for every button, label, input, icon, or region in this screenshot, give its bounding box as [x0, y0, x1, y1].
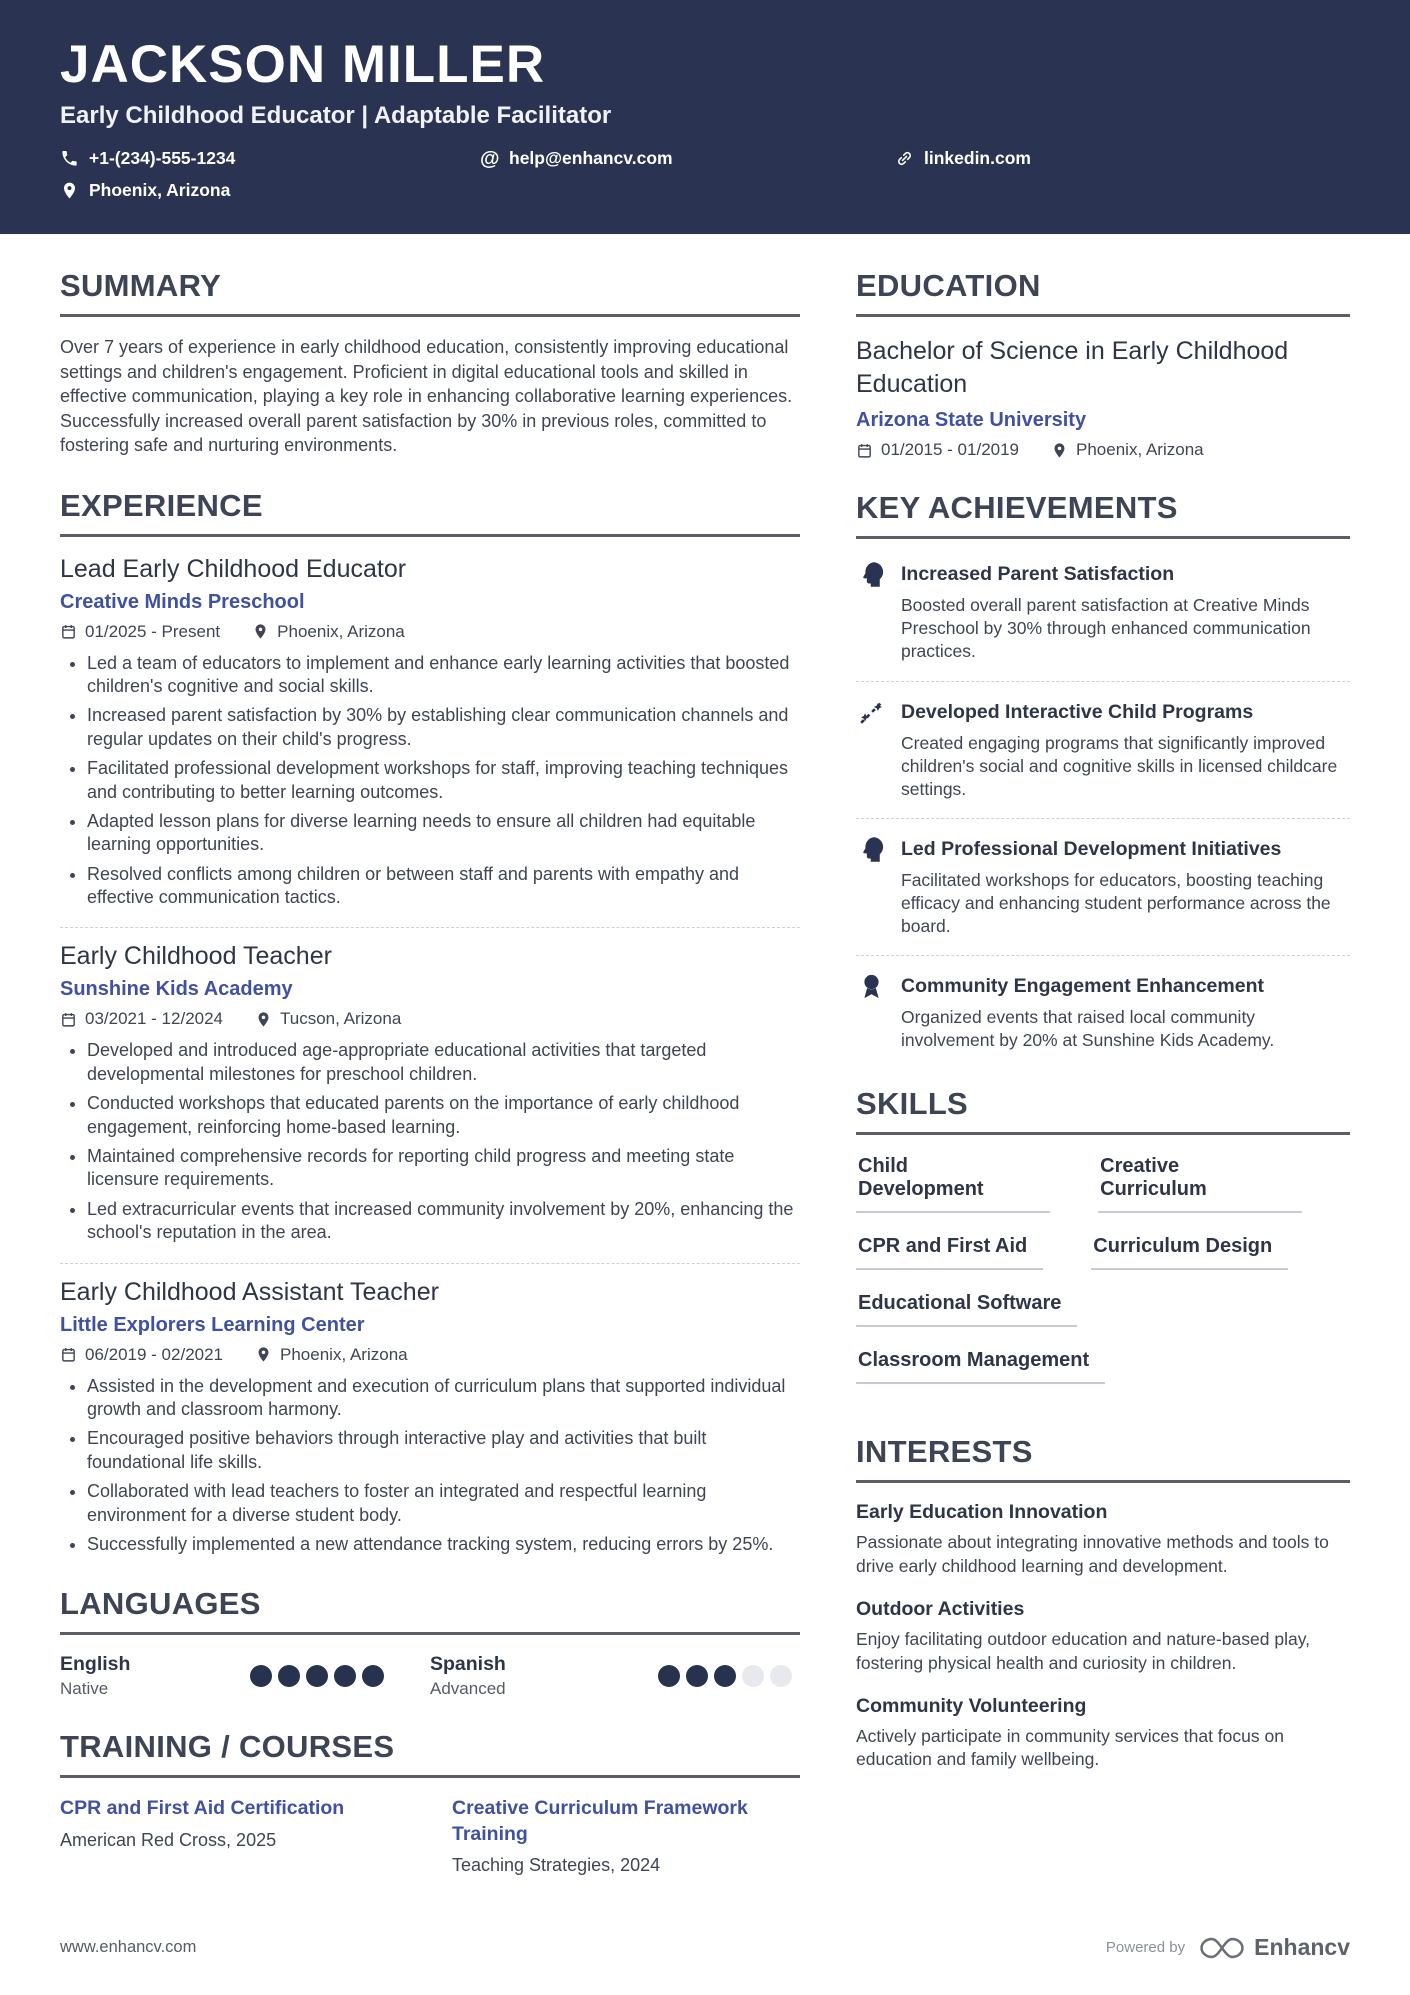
- job-dates-text: 03/2021 - 12/2024: [85, 1009, 224, 1029]
- experience-section: [60, 488, 800, 1557]
- job-bullet: • Encouraged positive behaviors through interactive play and activities that built foundational life skills.: [87, 1427, 800, 1474]
- skills-row: [856, 1153, 1350, 1233]
- job-entry: [60, 555, 800, 929]
- language-level: Advanced: [430, 1679, 506, 1699]
- location-pin-icon: [255, 1346, 272, 1363]
- training-subtitle: Teaching Strategies, 2024: [452, 1855, 661, 1876]
- achievement-item: [856, 819, 1350, 956]
- resume-body: [0, 234, 1410, 1906]
- footer-website-link[interactable]: www.enhancv.com: [60, 1938, 197, 1956]
- achievements-section: [856, 490, 1350, 1056]
- location-pin-icon: [1051, 442, 1068, 459]
- job-bullet: • Collaborated with lead teachers to foster an integrated and respectful learning environment for a diverse student body.: [87, 1480, 800, 1527]
- skill-tag: Child Development: [856, 1153, 1050, 1213]
- contact-location: [60, 180, 230, 201]
- education-dates: [856, 440, 1019, 460]
- interest-item: [856, 1695, 1350, 1772]
- job-location-text: Tucson, Arizona: [280, 1009, 402, 1029]
- job-title: Early Childhood Assistant Teacher: [60, 1277, 439, 1306]
- training-subtitle: American Red Cross, 2025: [60, 1829, 277, 1850]
- job-location: [252, 622, 405, 642]
- education-section: [856, 268, 1350, 460]
- achievement-text: Organized events that raised local community involvement by 20% at Sunshine Kids Academy.: [901, 1007, 1275, 1051]
- powered-by-label: Powered by: [1105, 1939, 1186, 1956]
- contact-row-primary: [60, 148, 1350, 180]
- location-pin-icon: [60, 181, 79, 200]
- language-level: Native: [60, 1679, 109, 1699]
- interests-heading: INTERESTS: [856, 1434, 1350, 1483]
- location-text: Phoenix, Arizona: [89, 180, 231, 201]
- training-item: [60, 1796, 408, 1876]
- degree-title: Bachelor of Science in Early Childhood Education: [856, 337, 1289, 398]
- language-proficiency-dots: [658, 1665, 792, 1687]
- calendar-icon: [60, 1346, 77, 1363]
- education-location: [1051, 440, 1204, 460]
- job-entry: [60, 1278, 800, 1557]
- job-meta: [60, 622, 800, 642]
- training-title: CPR and First Aid Certification: [60, 1797, 345, 1820]
- enhancv-brand-link[interactable]: [1199, 1934, 1350, 1961]
- job-dates: [60, 1009, 223, 1029]
- education-location-text: Phoenix, Arizona: [1076, 440, 1204, 460]
- milestones-stars-icon: [856, 697, 887, 728]
- job-title: Early Childhood Teacher: [60, 942, 332, 971]
- interest-text: Passionate about integrating innovative methods and tools to drive early childhood learning and development.: [856, 1532, 1329, 1576]
- calendar-icon: [60, 1011, 77, 1028]
- job-bullet: • Facilitated professional development workshops for staff, improving teaching techniques and contributing to better learning outcomes.: [87, 757, 800, 804]
- achievement-title: Developed Interactive Child Programs: [901, 700, 1254, 723]
- achievement-title: Increased Parent Satisfaction: [901, 563, 1175, 586]
- contact-email[interactable]: [480, 148, 895, 169]
- job-dates-text: 06/2019 - 02/2021: [85, 1344, 224, 1364]
- job-bullet: • Developed and introduced age-appropriate educational activities that targeted developmental milestones for preschool children.: [87, 1039, 800, 1086]
- achievement-item: [856, 557, 1350, 681]
- training-item: [452, 1796, 800, 1876]
- skills-section: [856, 1086, 1350, 1404]
- achievement-text: Boosted overall parent satisfaction at Creative Minds Preschool by 30% through enhanced communication practices.: [901, 595, 1311, 662]
- proficiency-dot: [742, 1665, 764, 1687]
- skills-row: [856, 1290, 1350, 1347]
- proficiency-dot: [362, 1665, 384, 1687]
- job-location: [255, 1009, 401, 1029]
- email-address: help@enhancv.com: [509, 148, 673, 169]
- education-dates-text: 01/2015 - 01/2019: [881, 440, 1020, 460]
- achievement-title: Led Professional Development Initiatives: [901, 837, 1282, 860]
- calendar-icon: [60, 623, 77, 640]
- achievement-text: Created engaging programs that significantly improved children's social and cognitive skills in licensed childcare settings.: [901, 732, 1338, 799]
- enhancv-brand-name: Enhancv: [1254, 1934, 1350, 1960]
- head-silhouette-icon: [856, 834, 887, 865]
- left-column: [60, 268, 800, 1906]
- job-bullet: • Assisted in the development and execution of curriculum plans that supported individual growth and classroom harmony.: [87, 1375, 800, 1422]
- achievement-body: [901, 971, 1350, 1052]
- contact-row-secondary: [60, 180, 1350, 212]
- skills-row: [856, 1233, 1350, 1290]
- link-icon: [895, 149, 914, 168]
- skill-tag: Educational Software: [856, 1290, 1077, 1327]
- skill-tag: Classroom Management: [856, 1347, 1105, 1384]
- language-proficiency-dots: [250, 1665, 384, 1687]
- proficiency-dot: [250, 1665, 272, 1687]
- job-bullet: • Increased parent satisfaction by 30% by establishing clear communication channels and regular updates on their child's progress.: [87, 704, 800, 751]
- interest-item: [856, 1501, 1350, 1578]
- company-name: Creative Minds Preschool: [60, 590, 305, 613]
- job-location-text: Phoenix, Arizona: [277, 621, 405, 641]
- training-heading: TRAINING / COURSES: [60, 1729, 800, 1778]
- job-bullets: [60, 652, 800, 910]
- right-column: [856, 268, 1350, 1906]
- training-row: [60, 1796, 800, 1876]
- skill-tag: Creative Curriculum: [1098, 1153, 1302, 1213]
- summary-text: Over 7 years of experience in early childhood education, consistently improving educational settings and children's engagement. Proficient in digital educational tools and skilled in effective communication, playing a key role in enhancing collaborative learning experiences. Successfully increased overall parent satisfaction by 30% in previous roles, committed to fostering safe and nurturing environments.: [60, 337, 793, 456]
- location-pin-icon: [252, 623, 269, 640]
- company-name: Sunshine Kids Academy: [60, 978, 293, 1001]
- calendar-icon: [856, 442, 873, 459]
- training-title: Creative Curriculum Framework Training: [452, 1797, 748, 1845]
- location-pin-icon: [255, 1011, 272, 1028]
- achievement-text: Facilitated workshops for educators, boosting teaching efficacy and enhancing student performance across the board.: [901, 869, 1331, 936]
- page-footer: [60, 1934, 1350, 1961]
- job-dates: [60, 622, 220, 642]
- head-silhouette-icon: [856, 559, 887, 590]
- proficiency-dot: [278, 1665, 300, 1687]
- summary-heading: SUMMARY: [60, 268, 800, 317]
- achievement-body: [901, 834, 1350, 938]
- languages-row: [60, 1653, 800, 1699]
- education-heading: EDUCATION: [856, 268, 1350, 317]
- at-icon: @: [480, 148, 500, 171]
- language-labels: [430, 1653, 506, 1699]
- languages-section: [60, 1586, 800, 1699]
- skill-tag: CPR and First Aid: [856, 1233, 1043, 1270]
- interest-text: Actively participate in community services that focus on education and family wellbeing.: [856, 1726, 1284, 1770]
- training-section: [60, 1729, 800, 1876]
- job-bullets: [60, 1039, 800, 1244]
- proficiency-dot: [658, 1665, 680, 1687]
- job-meta: [60, 1345, 800, 1365]
- phone-number: +1-(234)-555-1234: [89, 148, 236, 169]
- achievement-body: [901, 697, 1350, 801]
- link-text: linkedin.com: [924, 148, 1031, 169]
- achievements-heading: KEY ACHIEVEMENTS: [856, 490, 1350, 539]
- achievement-title: Community Engagement Enhancement: [901, 975, 1264, 998]
- skills-heading: SKILLS: [856, 1086, 1350, 1135]
- interests-section: [856, 1434, 1350, 1772]
- contact-phone[interactable]: [60, 148, 480, 169]
- job-location: [255, 1345, 408, 1365]
- achievement-item: [856, 956, 1350, 1056]
- interest-title: Outdoor Activities: [856, 1598, 1025, 1621]
- proficiency-dot: [334, 1665, 356, 1687]
- job-location-text: Phoenix, Arizona: [280, 1344, 408, 1364]
- job-bullet: • Adapted lesson plans for diverse learning needs to ensure all children had equitable learning opportunities.: [87, 810, 800, 857]
- proficiency-dot: [686, 1665, 708, 1687]
- job-bullet: • Conducted workshops that educated parents on the importance of early childhood engagement, reinforcing home-based learning.: [87, 1092, 800, 1139]
- proficiency-dot: [770, 1665, 792, 1687]
- candidate-headline: Early Childhood Educator | Adaptable Facilitator: [60, 102, 612, 130]
- school-name: Arizona State University: [856, 409, 1087, 432]
- job-dates: [60, 1345, 223, 1365]
- job-bullet: • Led extracurricular events that increased community involvement by 20%, enhancing the school's reputation in the area.: [87, 1198, 800, 1245]
- education-meta: [856, 440, 1350, 460]
- contact-block: [60, 148, 1350, 212]
- job-bullet: • Led a team of educators to implement and enhance early learning activities that boosted children's cognitive and social skills.: [87, 652, 800, 699]
- achievement-body: [901, 559, 1350, 663]
- language-name: English: [60, 1653, 131, 1676]
- language-item: [430, 1653, 800, 1699]
- languages-heading: LANGUAGES: [60, 1586, 800, 1635]
- summary-section: [60, 268, 800, 457]
- interest-title: Early Education Innovation: [856, 1501, 1108, 1524]
- language-name: Spanish: [430, 1653, 506, 1676]
- enhancv-logo-icon: [1199, 1936, 1245, 1960]
- skill-tag: Curriculum Design: [1091, 1233, 1288, 1270]
- interest-text: Enjoy facilitating outdoor education and nature-based play, fostering physical health and curiosity in children.: [856, 1629, 1311, 1673]
- candidate-name: JACKSON MILLER: [60, 35, 546, 94]
- language-item: [60, 1653, 430, 1699]
- interest-item: [856, 1598, 1350, 1675]
- job-title: Lead Early Childhood Educator: [60, 554, 407, 583]
- experience-heading: EXPERIENCE: [60, 488, 800, 537]
- resume-header: [0, 0, 1410, 234]
- job-bullet: • Resolved conflicts among children or between staff and parents with empathy and effective communication tactics.: [87, 863, 800, 910]
- job-dates-text: 01/2025 - Present: [85, 621, 221, 641]
- medal-icon: [856, 971, 887, 1002]
- job-bullet: • Maintained comprehensive records for reporting child progress and meeting state licensure requirements.: [87, 1145, 800, 1192]
- proficiency-dot: [714, 1665, 736, 1687]
- achievement-item: [856, 682, 1350, 819]
- job-bullet: • Successfully implemented a new attendance tracking system, reducing errors by 25%.: [87, 1533, 800, 1556]
- job-meta: [60, 1009, 800, 1029]
- company-name: Little Explorers Learning Center: [60, 1313, 365, 1336]
- skills-row: [856, 1347, 1350, 1404]
- footer-branding: [1106, 1934, 1350, 1961]
- job-bullets: [60, 1375, 800, 1557]
- interest-title: Community Volunteering: [856, 1695, 1087, 1718]
- job-entry: [60, 942, 800, 1263]
- proficiency-dot: [306, 1665, 328, 1687]
- contact-link[interactable]: [895, 148, 1031, 169]
- language-labels: [60, 1653, 130, 1699]
- phone-icon: [60, 149, 79, 168]
